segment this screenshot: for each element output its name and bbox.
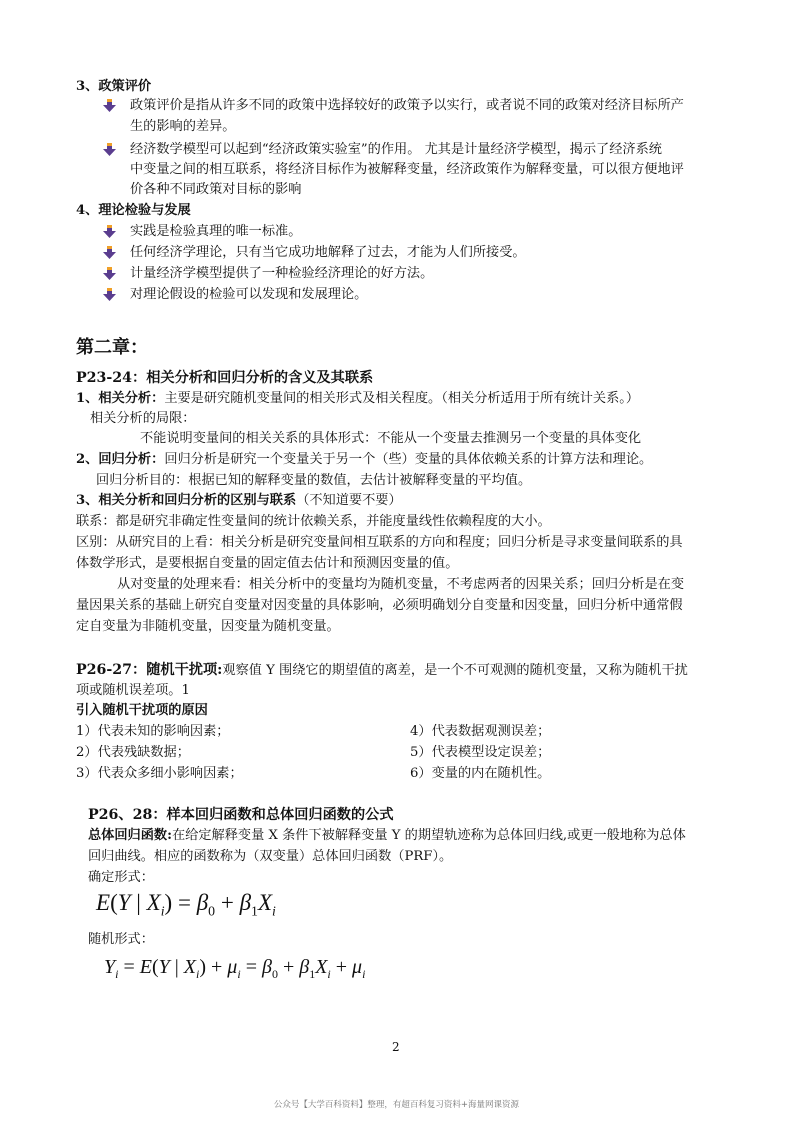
- difference-note: （不知道要不要）: [296, 493, 402, 508]
- deterministic-formula: E(Y | $X_i) = \beta_0 + \beta_1X_i$: [96, 890, 276, 919]
- bullet-arrow-icon: [103, 99, 116, 112]
- reasons-heading: 引入随机干扰项的原因: [76, 703, 208, 718]
- bullet-arrow-icon: [103, 267, 116, 280]
- section-3-bullet-2-line-2: 中变量之间的相互联系，将经济目标作为被解释变量，经济政策作为解释变量，可以很方便地评: [130, 162, 684, 177]
- correlation-limit-text: 不能说明变量间的相关关系的具体形式：不能从一个变量去推测另一个变量的具体变化: [140, 431, 642, 446]
- distinction-line-5: 定自变量为非随机变量，因变量为随机变量。: [76, 619, 340, 634]
- section-4-item: 任何经济学理论，只有当它成功地解释了过去，才能为人们所接受。: [130, 245, 526, 260]
- section-3-heading: 3、政策评价: [76, 79, 152, 94]
- p23-heading: P23-24：相关分析和回归分析的含义及其联系: [76, 370, 374, 386]
- link-text: 联系：都是研究非确定性变量间的统计依赖关系，并能度量线性依赖程度的大小。: [76, 514, 551, 529]
- prf-heading: P26、28：样本回归函数和总体回归函数的公式: [88, 807, 394, 823]
- distinction-line-3: 从对变量的处理来看：相关分析中的变量均为随机变量，不考虑两者的因果关系；回归分析是在变: [117, 577, 685, 592]
- page-number: 2: [392, 1040, 400, 1054]
- random-term-line-1: [76, 660, 688, 681]
- correlation-text: 主要是研究随机变量间的相关形式及相关程度。（相关分析适用于所有统计关系。）: [164, 391, 640, 406]
- reason-item: 5）代表模型设定误差；: [410, 745, 551, 760]
- chapter-2-title: 第二章：: [76, 337, 148, 358]
- regression-line: [76, 450, 652, 470]
- reason-item: 1）代表未知的影响因素；: [76, 724, 230, 739]
- correlation-limit-label: 相关分析的局限：: [90, 411, 196, 426]
- bullet-arrow-icon: [103, 225, 116, 238]
- section-3-bullet-2-line-1: 经济数学模型可以起到“经济政策实验室”的作用。 尤其是计量经济学模型，揭示了经济系统: [130, 142, 662, 157]
- footer-watermark: 公众号【大学百科资料】整理，有超百科复习资料+海量网课资源: [273, 1100, 520, 1110]
- prf-line-2: 回归曲线。相应的函数称为（双变量）总体回归函数（PRF）。: [88, 849, 453, 864]
- prf-text: 在给定解释变量 X 条件下被解释变量 Y 的期望轨迹称为总体回归线,或更一般地称为总体: [172, 828, 686, 843]
- deterministic-form-label: 确定形式：: [88, 870, 154, 885]
- section-4-item: 实践是检验真理的唯一标准。: [130, 224, 302, 239]
- regression-text: 回归分析是研究一个变量关于另一个（些）变量的具体依赖关系的计算方法和理论。: [164, 452, 653, 467]
- section-3-bullet-1-line-2: 生的影响的差异。: [130, 119, 236, 134]
- section-4-heading: 4、理论检验与发展: [76, 203, 191, 218]
- reason-item: 6）变量的内在随机性。: [410, 766, 551, 781]
- section-4-item: 计量经济学模型提供了一种检验经济理论的好方法。: [130, 266, 434, 281]
- random-term-line-2: 项或随机误差项。1: [76, 683, 190, 698]
- distinction-line-1: 区别：从研究目的上看：相关分析是研究变量间相互联系的方向和程度；回归分析是寻求变量间联系的具: [76, 535, 683, 550]
- reason-item: 2）代表残缺数据；: [76, 745, 190, 760]
- prf-label: 总体回归函数:: [88, 828, 172, 843]
- regression-label: 2、回归分析：: [76, 452, 165, 467]
- bullet-arrow-icon: [103, 143, 116, 156]
- section-3-bullet-1-line-1: 政策评价是指从许多不同的政策中选择较好的政策予以实行，或者说不同的政策对经济目标所产: [130, 98, 684, 113]
- bullet-arrow-icon: [103, 246, 116, 259]
- bullet-arrow-icon: [103, 288, 116, 301]
- section-3-bullet-2-line-3: 价各种不同政策对目标的影响: [130, 182, 302, 197]
- random-term-text: 观察值 Y 围绕它的期望值的离差，是一个不可观测的随机变量，又称为随机干扰: [222, 663, 688, 678]
- distinction-line-2: 体数学形式，是要根据自变量的固定值去估计和预测因变量的值。: [76, 556, 459, 571]
- prf-line-1: [88, 826, 686, 846]
- random-form-label: 随机形式：: [88, 932, 154, 947]
- reason-item: 4）代表数据观测误差；: [410, 724, 551, 739]
- section-4-item: 对理论假设的检验可以发现和发展理论。: [130, 287, 368, 302]
- correlation-label: 1、相关分析：: [76, 391, 165, 406]
- difference-label: 3、相关分析和回归分析的区别与联系: [76, 493, 297, 508]
- correlation-line: [76, 389, 639, 409]
- difference-heading-line: [76, 491, 402, 511]
- regression-purpose: 回归分析目的：根据已知的解释变量的数值，去估计被解释变量的平均值。: [96, 473, 532, 488]
- random-formula: $Y_i = E(Y$ | $X_i) + \mu_i = \beta_0 + \beta_1X_i + \mu_i$: [104, 956, 366, 981]
- distinction-line-4: 量因果关系的基础上研究自变量对因变量的具体影响，必须明确划分自变量和因变量，回归分析中通常假: [76, 598, 683, 613]
- reason-item: 3）代表众多细小影响因素；: [76, 766, 243, 781]
- random-term-label: P26-27：随机干扰项:: [76, 662, 223, 678]
